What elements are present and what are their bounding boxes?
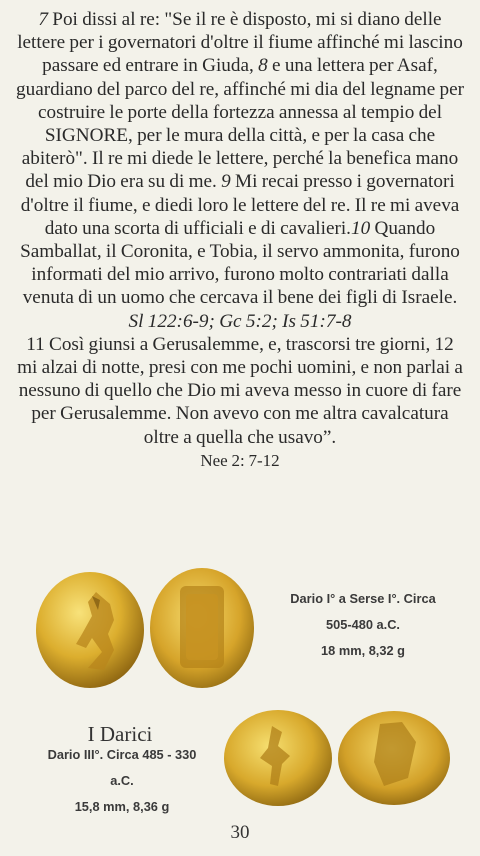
coin-obverse-archer-image: [34, 570, 146, 690]
verse-number: 7: [38, 9, 48, 30]
passage-paragraph-2: 11 Così giunsi a Gerusalemme, e, trascorsi tre giorni, 12 mi alzai di notte, presi con me pochi uomini, e non parlai a nessuno di quello che Dio mi aveva messo in cuore di fare per Gerusalemme. Non avevo con me altra cavalcatura oltre a quella che usavo”.: [17, 333, 463, 448]
verse-number: 10: [350, 217, 371, 239]
page-number: 30: [230, 822, 250, 843]
caption-line: a.C.: [110, 773, 134, 788]
verse-text: Mi recai presso i governatori d'oltre il fiume, e diedi loro le lettere del re. Il re mi aveva dato una scorta di ufficiali e di cavalieri.: [20, 171, 460, 239]
verse-text: e una lettera per Asaf, guardiano del parco del re, affinché mi dia del legname per costruire le porte della fortezza annessa al tempio del SIGNORE, per le mura della città, e per la casa che abiterò". Il re mi diede le lettere, perché la benefica mano del mio Dio era su di me.: [16, 55, 465, 193]
scripture-source: Nee 2: 7-12: [200, 450, 280, 470]
caption-line: 18 mm, 8,32 g: [321, 643, 405, 658]
section-heading: I Darici: [87, 722, 153, 746]
caption-line: 15,8 mm, 8,36 g: [74, 799, 170, 814]
coin-reverse-punch-image: [336, 708, 452, 808]
cross-references: Sl 122:6-9; Gc 5:2; Is 51:7-8: [128, 310, 352, 332]
passage-paragraph-1: [16, 8, 464, 310]
verse-number: 8: [258, 55, 268, 77]
passage: [16, 8, 464, 472]
coin-obverse-archer-image: [222, 708, 334, 808]
caption-line: Dario I° a Serse I°. Circa: [290, 591, 436, 606]
verse-number: 9: [221, 171, 231, 193]
coin-caption-top: [258, 586, 468, 664]
verse-text: Poi dissi al re: "Se il re è disposto, mi si diano delle lettere per i governatori d'oltre il fiume affinché mi lascino passare ed entrare in Giuda,: [17, 9, 463, 77]
caption-line: 505-480 a.C.: [326, 617, 400, 632]
caption-line: Dario III°. Circa 485 - 330: [47, 747, 197, 762]
coin-reverse-punch-image: [148, 566, 256, 690]
coin-caption-bottom: [26, 742, 218, 820]
verse-text: Quando Samballat, il Coronita, e Tobia, il servo ammonita, furono informati del mio arrivo, furono molto contrariati dalla venuta di un uomo che cercava il bene dei figli di Israele.: [20, 217, 460, 309]
